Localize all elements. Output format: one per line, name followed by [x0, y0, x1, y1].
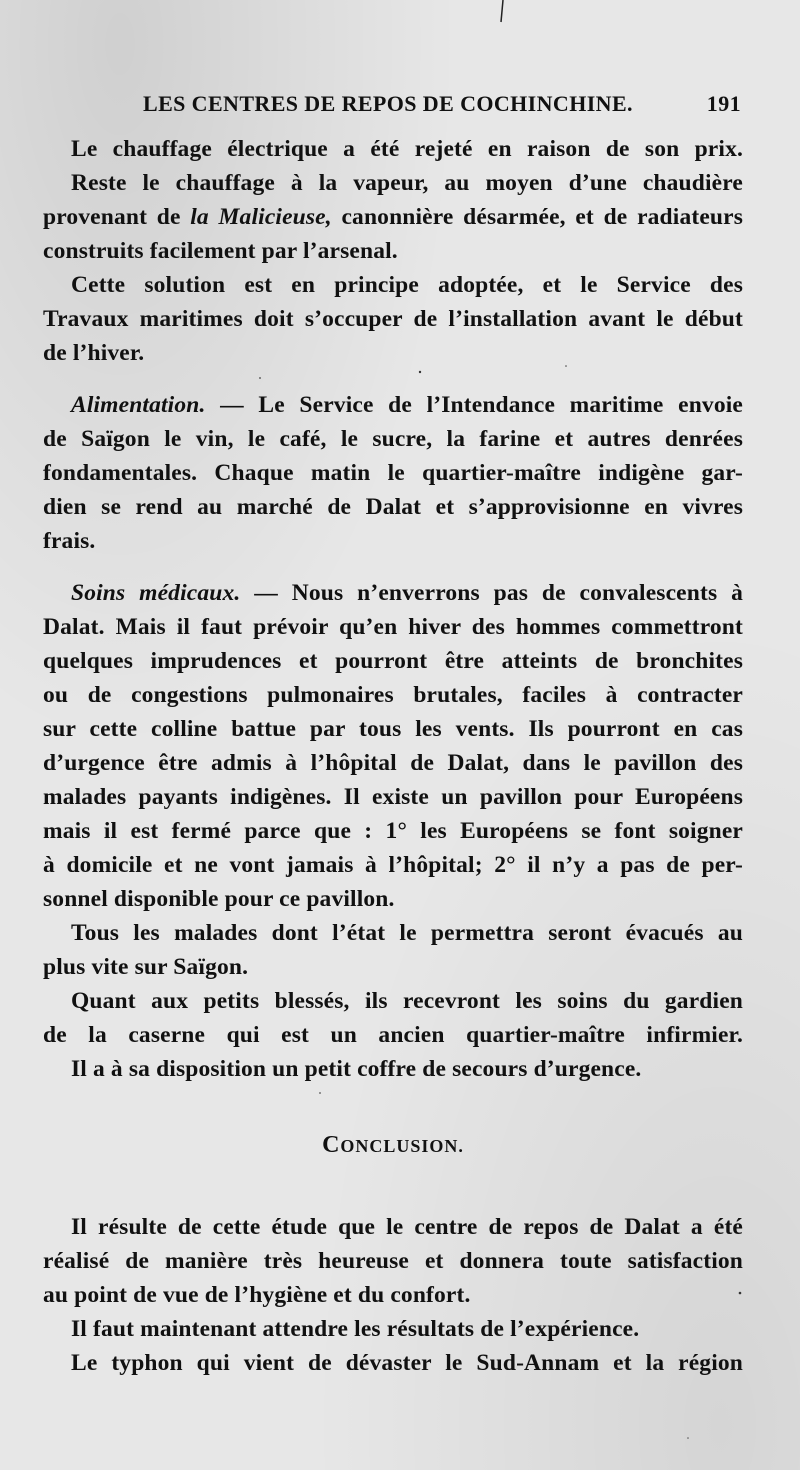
text-line: Le typhon qui vient de dévaster le Sud-Annam et la région: [71, 1350, 743, 1376]
body-text: [43, 132, 743, 1380]
text-line: Tous les malades dont l’état le permettra seront évacués au: [71, 920, 743, 946]
text-line: construits facilement par l’arsenal.: [43, 238, 398, 264]
text-line: de Saïgon le vin, le café, le sucre, la farine et autres denrées: [43, 426, 743, 452]
text-line: Alimentation. — Le Service de l’Intendance maritime envoie: [71, 392, 743, 418]
text-line: de la caserne qui est un ancien quartier-maître infirmier.: [43, 1022, 743, 1048]
text-line: Dalat. Mais il faut prévoir qu’en hiver des hommes commettront: [43, 614, 743, 640]
page-number: 191: [706, 91, 741, 116]
text-line: Le chauffage électrique a été rejeté en raison de son prix.: [71, 136, 743, 162]
text-line: Il faut maintenant attendre les résultats de l’expérience.: [71, 1316, 640, 1342]
text-line: ou de congestions pulmonaires brutales, faciles à contracter: [43, 682, 743, 708]
text-line: sur cette colline battue par tous les vents. Ils pourront en cas: [43, 716, 743, 742]
text-line: plus vite sur Saïgon.: [43, 954, 249, 980]
text-line: Travaux maritimes doit s’occuper de l’installation avant le début: [43, 306, 743, 332]
text-line: de l’hiver.: [43, 340, 145, 366]
ship-name: la Malicieuse,: [190, 204, 332, 230]
text-line: frais.: [43, 528, 96, 554]
text-line: fondamentales. Chaque matin le quartier-maître indigène gar-: [43, 460, 743, 486]
paragraph-gap: [43, 370, 743, 388]
section-title-soins: Soins médicaux.: [71, 580, 241, 606]
text-line: malades payants indigènes. Il existe un pavillon pour Européens: [43, 784, 743, 810]
text-line: d’urgence être admis à l’hôpital de Dalat, dans le pavillon des: [43, 750, 743, 776]
paragraph-gap: [43, 558, 743, 576]
text-line: au point de vue de l’hygiène et du confort.: [43, 1282, 471, 1308]
text-line: quelques imprudences et pourront être atteints de bronchites: [43, 648, 743, 674]
text-line: à domicile et ne vont jamais à l’hôpital; 2° il n’y a pas de per-: [43, 852, 743, 878]
text-line: sonnel disponible pour ce pavillon.: [43, 886, 395, 912]
text-line: Quant aux petits blessés, ils recevront les soins du gardien: [71, 988, 743, 1014]
running-header: [143, 89, 741, 119]
scan-mark: [501, 0, 503, 22]
running-title: LES CENTRES DE REPOS DE COCHINCHINE.: [143, 91, 633, 116]
scan-speck: [687, 1437, 689, 1439]
text-line: Soins médicaux. — Nous n’enverrons pas de convalescents à: [71, 580, 743, 606]
text-line: mais il est fermé parce que : 1° les Européens se font soigner: [43, 818, 743, 844]
text-line: réalisé de manière très heureuse et donnera toute satisfaction: [43, 1248, 743, 1274]
text-line: Il résulte de cette étude que le centre de repos de Dalat a été: [71, 1214, 743, 1240]
section-heading-conclusion: CONCLUSION.: [322, 1132, 464, 1158]
section-title-alimentation: Alimentation.: [71, 392, 206, 418]
text-line: dien se rend au marché de Dalat et s’approvisionne en vivres: [43, 494, 743, 520]
text-line: Cette solution est en principe adoptée, et le Service des: [71, 272, 743, 298]
text-line: Reste le chauffage à la vapeur, au moyen d’une chaudière: [71, 170, 743, 196]
text-line: Il a à sa disposition un petit coffre de secours d’urgence.: [71, 1056, 642, 1082]
text-line: provenant de la Malicieuse, canonnière désarmée, et de radiateurs: [43, 204, 744, 230]
